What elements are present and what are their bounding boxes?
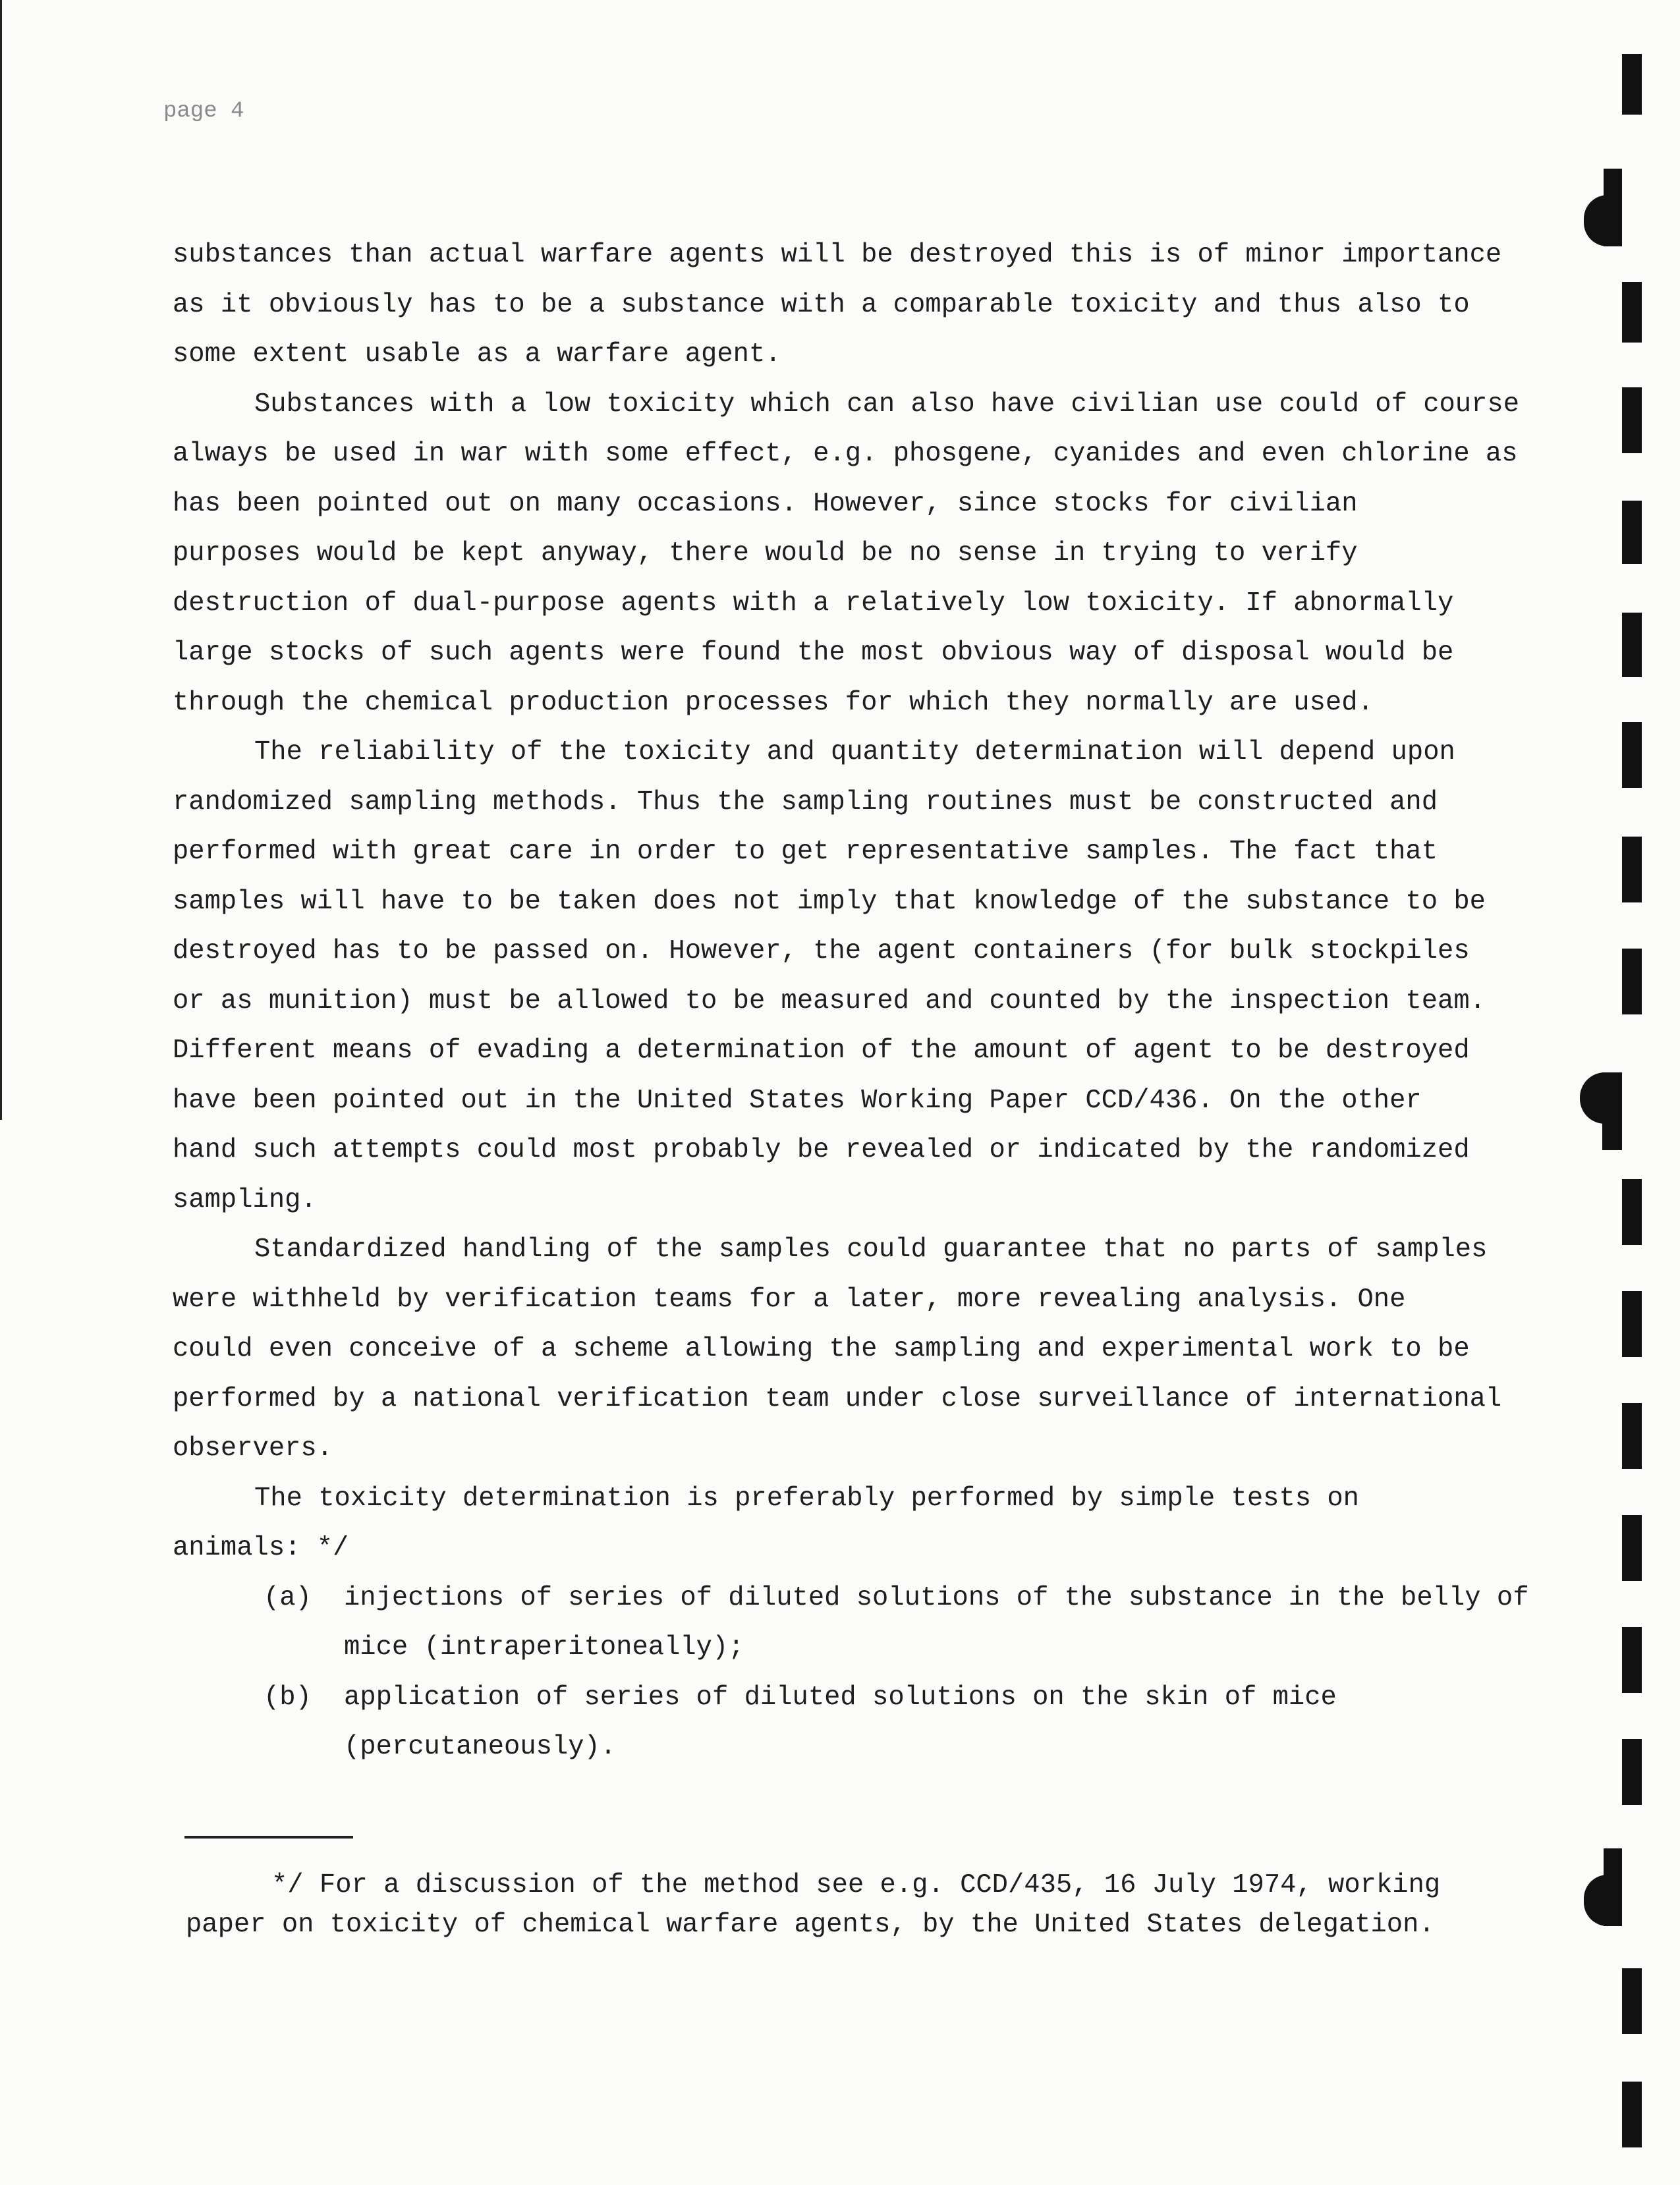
text-line: purposes would be kept anyway, there would be no sense in trying to verify	[173, 538, 1358, 568]
list-item-continuation: (percutaneously).	[344, 1732, 617, 1762]
text-line: destruction of dual-purpose agents with a relatively low toxicity. If abnormally	[173, 588, 1454, 619]
text-line: performed with great care in order to get representative samples. The fact that	[173, 837, 1438, 867]
scan-mark	[1622, 1739, 1642, 1805]
list-item	[173, 1574, 1569, 1673]
text-line: Standardized handling of the samples could guarantee that no parts of samples	[254, 1234, 1488, 1265]
scan-mark	[1622, 2082, 1642, 2147]
text-line: Substances with a low toxicity which can also have civilian use could of course	[254, 389, 1520, 420]
scan-mark	[1584, 195, 1622, 246]
list-item	[173, 1673, 1569, 1773]
text-line: or as munition) must be allowed to be measured and counted by the inspection team.	[173, 985, 1486, 1016]
scan-mark	[1622, 1627, 1642, 1693]
left-edge-rule	[0, 0, 2, 1120]
paragraph-3	[173, 728, 1569, 1225]
scan-mark	[1622, 1515, 1642, 1581]
text-line: hand such attempts could most probably be revealed or indicated by the randomized	[173, 1135, 1470, 1165]
text-line: has been pointed out on many occasions. However, since stocks for civilian	[173, 488, 1358, 519]
list-item-label: (b)	[264, 1682, 312, 1713]
text-line: were withheld by verification teams for a later, more revealing analysis. One	[173, 1284, 1406, 1315]
text-line: samples will have to be taken does not imply that knowledge of the substance to be	[173, 886, 1486, 917]
scan-mark	[1622, 282, 1642, 343]
text-line: as it obviously has to be a substance with a comparable toxicity and thus also to	[173, 289, 1470, 320]
footnote-separator	[184, 1836, 353, 1839]
text-line: animals: */	[173, 1533, 349, 1563]
scan-mark	[1622, 837, 1642, 902]
list-item-text: application of series of diluted solutions on the skin of mice	[344, 1682, 1337, 1713]
text-line: substances than actual warfare agents will be destroyed this is of minor importance	[173, 240, 1502, 270]
list-item-label: (a)	[264, 1582, 312, 1613]
list-item-text: injections of series of diluted solutions of the substance in the belly of	[344, 1582, 1529, 1613]
text-line: observers.	[173, 1433, 333, 1464]
paragraph-5	[173, 1474, 1569, 1574]
text-line: Different means of evading a determination of the amount of agent to be destroyed	[173, 1036, 1470, 1066]
footnote-line: paper on toxicity of chemical warfare agents, by the United States delegation.	[186, 1910, 1435, 1940]
paragraph-2	[173, 380, 1569, 729]
document-body	[173, 231, 1569, 1773]
scan-mark	[1580, 1072, 1622, 1124]
scan-mark	[1622, 387, 1642, 453]
scan-mark	[1622, 1291, 1642, 1357]
page-number: page 4	[163, 99, 244, 124]
text-line: through the chemical production processes for which they normally are used.	[173, 687, 1374, 718]
scan-mark	[1622, 501, 1642, 564]
text-line: large stocks of such agents were found the most obvious way of disposal would be	[173, 638, 1454, 668]
list-item-continuation: mice (intraperitoneally);	[344, 1632, 744, 1663]
method-list	[173, 1574, 1569, 1773]
text-line: always be used in war with some effect, e.g. phosgene, cyanides and even chlorine as	[173, 439, 1518, 469]
paragraph-4	[173, 1225, 1569, 1474]
footnote-line: */ For a discussion of the method see e.g. CCD/435, 16 July 1974, working	[271, 1870, 1441, 1900]
text-line: performed by a national verification team under close surveillance of international	[173, 1383, 1502, 1414]
text-line: The toxicity determination is preferably performed by simple tests on	[254, 1483, 1359, 1514]
scan-mark	[1622, 722, 1642, 788]
scan-mark	[1622, 1403, 1642, 1469]
text-line: randomized sampling methods. Thus the sampling routines must be constructed and	[173, 787, 1438, 817]
paragraph-1	[173, 231, 1569, 380]
text-line: could even conceive of a scheme allowing the sampling and experimental work to be	[173, 1334, 1470, 1364]
text-line: sampling.	[173, 1184, 317, 1215]
text-line: have been pointed out in the United States Working Paper CCD/436. On the other	[173, 1085, 1422, 1116]
text-line: destroyed has to be passed on. However, the agent containers (for bulk stockpiles	[173, 936, 1470, 966]
text-line: The reliability of the toxicity and quantity determination will depend upon	[254, 737, 1455, 767]
scan-mark	[1584, 1875, 1622, 1926]
scan-mark	[1622, 1968, 1642, 2034]
footnote	[186, 1866, 1569, 1945]
scan-mark	[1622, 1179, 1642, 1245]
scan-mark	[1622, 54, 1642, 115]
text-line: some extent usable as a warfare agent.	[173, 339, 781, 370]
scan-mark	[1622, 949, 1642, 1014]
scan-mark	[1622, 613, 1642, 677]
